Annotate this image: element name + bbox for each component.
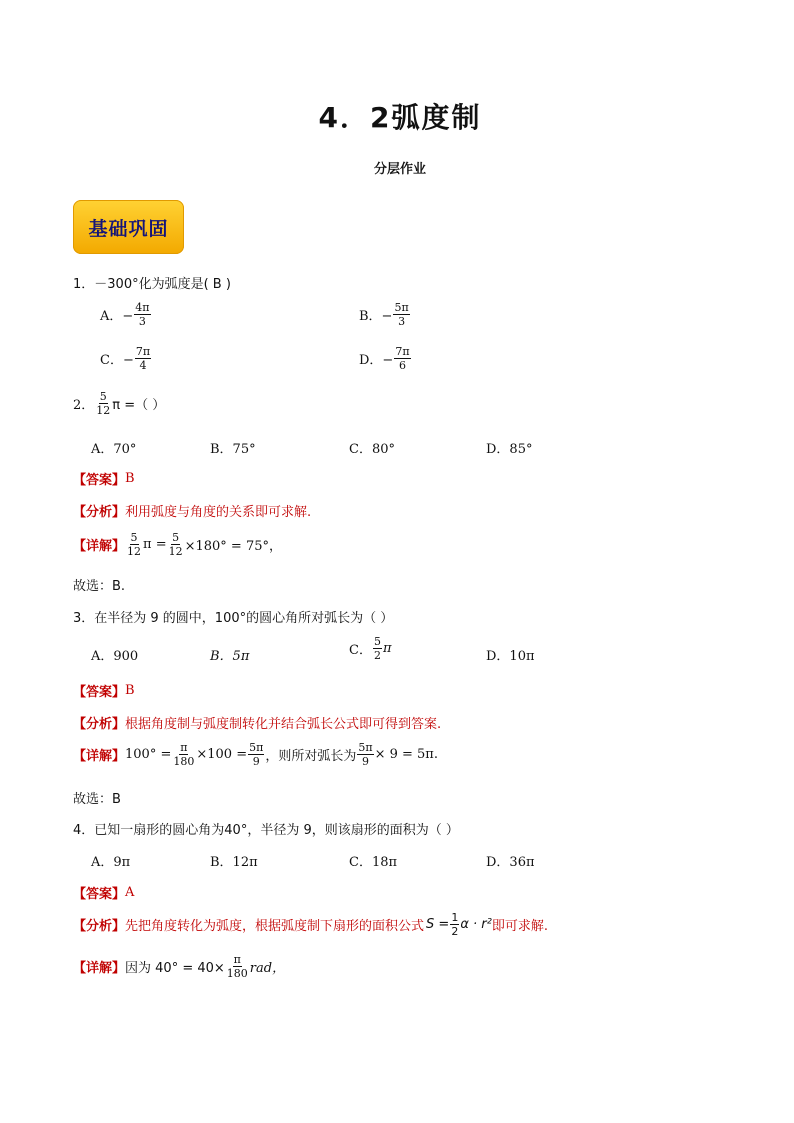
q4-analysis xyxy=(73,911,548,938)
q3-detail-frac3 xyxy=(357,741,373,768)
q3-detail-frac1-den: 180 xyxy=(173,755,195,768)
q3-option-c-frac xyxy=(373,635,382,662)
q2-stem xyxy=(73,390,165,417)
q3-analysis-text: 根据角度制与弧度制转化并结合弧长公式即可得到答案. xyxy=(125,717,442,732)
q4-answer-value: A xyxy=(125,885,135,900)
q1-option-d-den: 6 xyxy=(398,359,406,372)
q3-option-a[interactable]: A．900 xyxy=(91,649,139,664)
q2-detail-end: ×180° = 75°， xyxy=(184,539,282,554)
q3-analysis-tag: 【分析】 xyxy=(73,717,126,732)
q3-option-c-suffix: π xyxy=(382,641,392,656)
q2-den: 12 xyxy=(96,404,111,417)
q2-option-d[interactable]: D．85° xyxy=(486,442,533,457)
q2-analysis-tag: 【分析】 xyxy=(73,505,126,520)
q3-detail-frac3-den: 9 xyxy=(361,755,369,768)
q1-option-b-num: 5π xyxy=(394,301,409,314)
q3-detail-frac2-num: 5π xyxy=(249,741,264,754)
q3-option-c[interactable] xyxy=(349,635,392,662)
q2-detail-frac1-num: 5 xyxy=(130,531,138,544)
q3-answer xyxy=(73,681,135,700)
page-title: 4．2弧度制 xyxy=(318,101,482,134)
q4-formula-rhs: α · r² xyxy=(460,917,492,932)
q2-answer-tag: 【答案】 xyxy=(73,473,126,488)
q2-answer xyxy=(73,469,135,488)
q3-stem: 3．在半径为 9 的圆中，100°的圆心角所对弧长为（ ） xyxy=(73,611,394,626)
q4-formula-lhs: S = xyxy=(426,917,450,932)
q2-choose: 故选：B. xyxy=(73,579,126,594)
q2-detail-frac1 xyxy=(126,531,142,558)
q2-suffix: π =（ ） xyxy=(112,398,166,413)
q3-answer-value: B xyxy=(125,683,135,698)
q1-option-d-frac xyxy=(394,345,410,372)
q1-option-c-num: 7π xyxy=(135,345,151,358)
q2-detail-mid: π = xyxy=(143,537,167,552)
q1-option-c-frac xyxy=(135,345,151,372)
q4-detail-end: rad， xyxy=(249,961,286,976)
q1-option-d-label: D．− xyxy=(359,353,394,368)
q4-formula-num: 1 xyxy=(451,911,459,924)
q3-answer-tag: 【答案】 xyxy=(73,685,126,700)
page-subtitle: 分层作业 xyxy=(373,162,426,177)
q1-option-d-num: 7π xyxy=(395,345,410,358)
q3-detail xyxy=(73,741,438,768)
q1-option-c-label: C．− xyxy=(100,353,134,368)
q1-option-b-label: B．− xyxy=(359,309,393,324)
q4-option-a[interactable]: A．9π xyxy=(91,855,131,870)
q2-option-c[interactable]: C．80° xyxy=(349,442,395,457)
q4-detail-num: π xyxy=(233,953,241,966)
q2-option-a[interactable]: A．70° xyxy=(91,442,137,457)
q2-detail-frac1-den: 12 xyxy=(127,545,142,558)
q3-choose: 故选：B xyxy=(73,792,121,807)
q1-option-a-frac xyxy=(134,301,150,328)
q3-option-b[interactable]: B．5π xyxy=(210,649,250,664)
q3-analysis xyxy=(73,713,441,732)
q2-analysis-text: 利用弧度与角度的关系即可求解. xyxy=(125,505,312,520)
q3-option-c-den: 2 xyxy=(373,649,381,662)
q4-detail-tag: 【详解】 xyxy=(73,961,126,976)
q4-detail-den: 180 xyxy=(226,967,248,980)
q3-detail-text: ，则所对弧长为 xyxy=(265,749,357,764)
q3-detail-pre: 100° = xyxy=(125,747,172,762)
q3-detail-mid: ×100 = xyxy=(196,747,248,762)
q2-analysis xyxy=(73,501,311,520)
section-badge xyxy=(73,200,184,254)
q3-detail-frac2-den: 9 xyxy=(252,755,260,768)
q4-option-c[interactable]: C．18π xyxy=(349,855,398,870)
section-badge-label: 基础巩固 xyxy=(88,217,169,240)
q3-detail-end: × 9 = 5π. xyxy=(374,747,438,762)
q4-answer-tag: 【答案】 xyxy=(73,887,126,902)
q3-detail-frac2 xyxy=(248,741,264,768)
q1-option-a-num: 4π xyxy=(135,301,150,314)
q3-detail-frac1 xyxy=(172,741,195,768)
q1-option-b[interactable] xyxy=(359,301,411,328)
q4-option-d[interactable]: D．36π xyxy=(486,855,535,870)
q4-analysis-pre: 先把角度转化为弧度，根据弧度制下扇形的面积公式 xyxy=(125,919,425,934)
q2-answer-value: B xyxy=(125,471,135,486)
q1-option-b-den: 3 xyxy=(398,315,406,328)
q4-detail-pre: 因为 40° = 40× xyxy=(125,961,225,976)
q4-formula-frac xyxy=(450,911,459,938)
q4-formula-den: 2 xyxy=(451,925,459,938)
q4-analysis-end: 即可求解. xyxy=(491,919,548,934)
q1-option-c[interactable] xyxy=(100,345,152,372)
q2-option-b[interactable]: B．75° xyxy=(210,442,256,457)
q2-frac xyxy=(95,390,111,417)
q4-detail xyxy=(73,953,285,980)
q2-num: 5 xyxy=(99,390,107,403)
q1-option-a-label: A．− xyxy=(100,309,134,324)
q4-detail-frac xyxy=(226,953,249,980)
q2-detail-frac2-den: 12 xyxy=(168,545,183,558)
q1-option-c-den: 4 xyxy=(139,359,147,372)
q4-option-b[interactable]: B．12π xyxy=(210,855,258,870)
q3-option-c-label: C． xyxy=(349,643,372,658)
q2-detail-frac2 xyxy=(168,531,184,558)
q1-stem: 1．－300°化为弧度是( B ) xyxy=(73,277,231,292)
q1-option-d[interactable] xyxy=(359,345,412,372)
q1-option-a[interactable] xyxy=(100,301,152,328)
q3-option-c-num: 5 xyxy=(373,635,381,648)
q3-detail-frac3-num: 5π xyxy=(358,741,373,754)
q1-option-b-frac xyxy=(393,301,409,328)
q4-answer xyxy=(73,883,134,902)
q2-detail-frac2-num: 5 xyxy=(172,531,180,544)
q2-detail-tag: 【详解】 xyxy=(73,539,126,554)
q1-option-a-den: 3 xyxy=(138,315,146,328)
q4-stem: 4．已知一扇形的圆心角为40°，半径为 9，则该扇形的面积为（ ） xyxy=(73,823,459,838)
q4-analysis-tag: 【分析】 xyxy=(73,919,126,934)
q2-detail xyxy=(73,531,282,558)
q2-prefix: 2． xyxy=(73,398,95,413)
q3-option-d[interactable]: D．10π xyxy=(486,649,535,664)
q3-detail-tag: 【详解】 xyxy=(73,749,126,764)
q3-detail-frac1-num: π xyxy=(180,741,188,754)
